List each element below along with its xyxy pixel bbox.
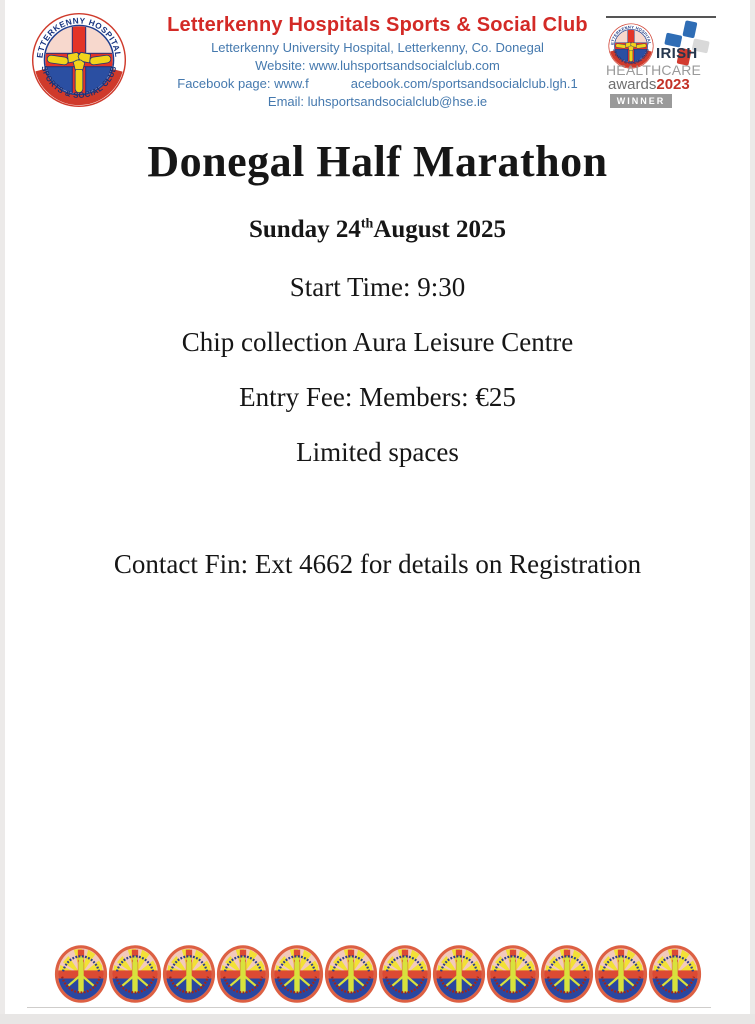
flyer-page	[5, 0, 750, 1014]
club-facebook-right: acebook.com/sportsandsocialclub.lgh.1	[350, 76, 578, 91]
club-logo-badge	[31, 12, 127, 108]
awards-year-label	[608, 76, 690, 93]
footer-club-logo	[378, 941, 432, 1007]
footer-rule	[27, 1007, 711, 1008]
footer-club-logo	[270, 941, 324, 1007]
footer-club-logo	[648, 941, 702, 1007]
club-address: Letterkenny University Hospital, Letterkenny, Co. Donegal	[211, 40, 544, 55]
footer-club-logo	[594, 941, 648, 1007]
footer-logo-strip	[5, 941, 750, 1007]
footer-club-logo	[540, 941, 594, 1007]
contact-info: Contact Fin: Ext 4662 for details on Registration	[113, 549, 642, 579]
footer-club-logo	[108, 941, 162, 1007]
irish-healthcare-awards-logo	[606, 14, 720, 114]
footer-club-logo	[162, 941, 216, 1007]
event-date-ordinal: th	[360, 216, 374, 232]
awards-word: awards	[608, 76, 657, 93]
footer-club-logo	[54, 941, 108, 1007]
footer-club-logo	[324, 941, 378, 1007]
winner-badge: WINNER	[610, 94, 672, 108]
awards-irish-label: IRISH	[656, 45, 698, 62]
start-time: Start Time: 9:30	[289, 272, 466, 302]
header-text-block	[150, 14, 605, 109]
club-website: Website: www.luhsportsandsocialclub.com	[255, 58, 500, 73]
event-date	[5, 216, 750, 244]
event-date-prefix: Sunday 24	[249, 216, 361, 243]
event-date-suffix: August 2025	[373, 216, 506, 243]
club-facebook-left: Facebook page: www.f	[177, 76, 309, 91]
club-name: Letterkenny Hospitals Sports & Social Club	[167, 14, 588, 36]
photo-bottom-edge	[0, 1014, 755, 1024]
awards-healthcare-label: HEALTHCARE	[606, 62, 702, 78]
club-facebook-line	[150, 76, 605, 91]
footer-club-logo	[216, 941, 270, 1007]
limited-spaces: Limited spaces	[296, 437, 459, 467]
awards-top-rule	[606, 16, 716, 18]
event-title: Donegal Half Marathon	[147, 137, 608, 186]
club-email: Email: luhsportsandsocialclub@hse.ie	[267, 94, 488, 109]
entry-fee: Entry Fee: Members: €25	[239, 382, 516, 412]
awards-year: 2023	[656, 76, 690, 93]
footer-club-logo	[432, 941, 486, 1007]
chip-collection: Chip collection Aura Leisure Centre	[181, 327, 574, 357]
footer-club-logo	[486, 941, 540, 1007]
